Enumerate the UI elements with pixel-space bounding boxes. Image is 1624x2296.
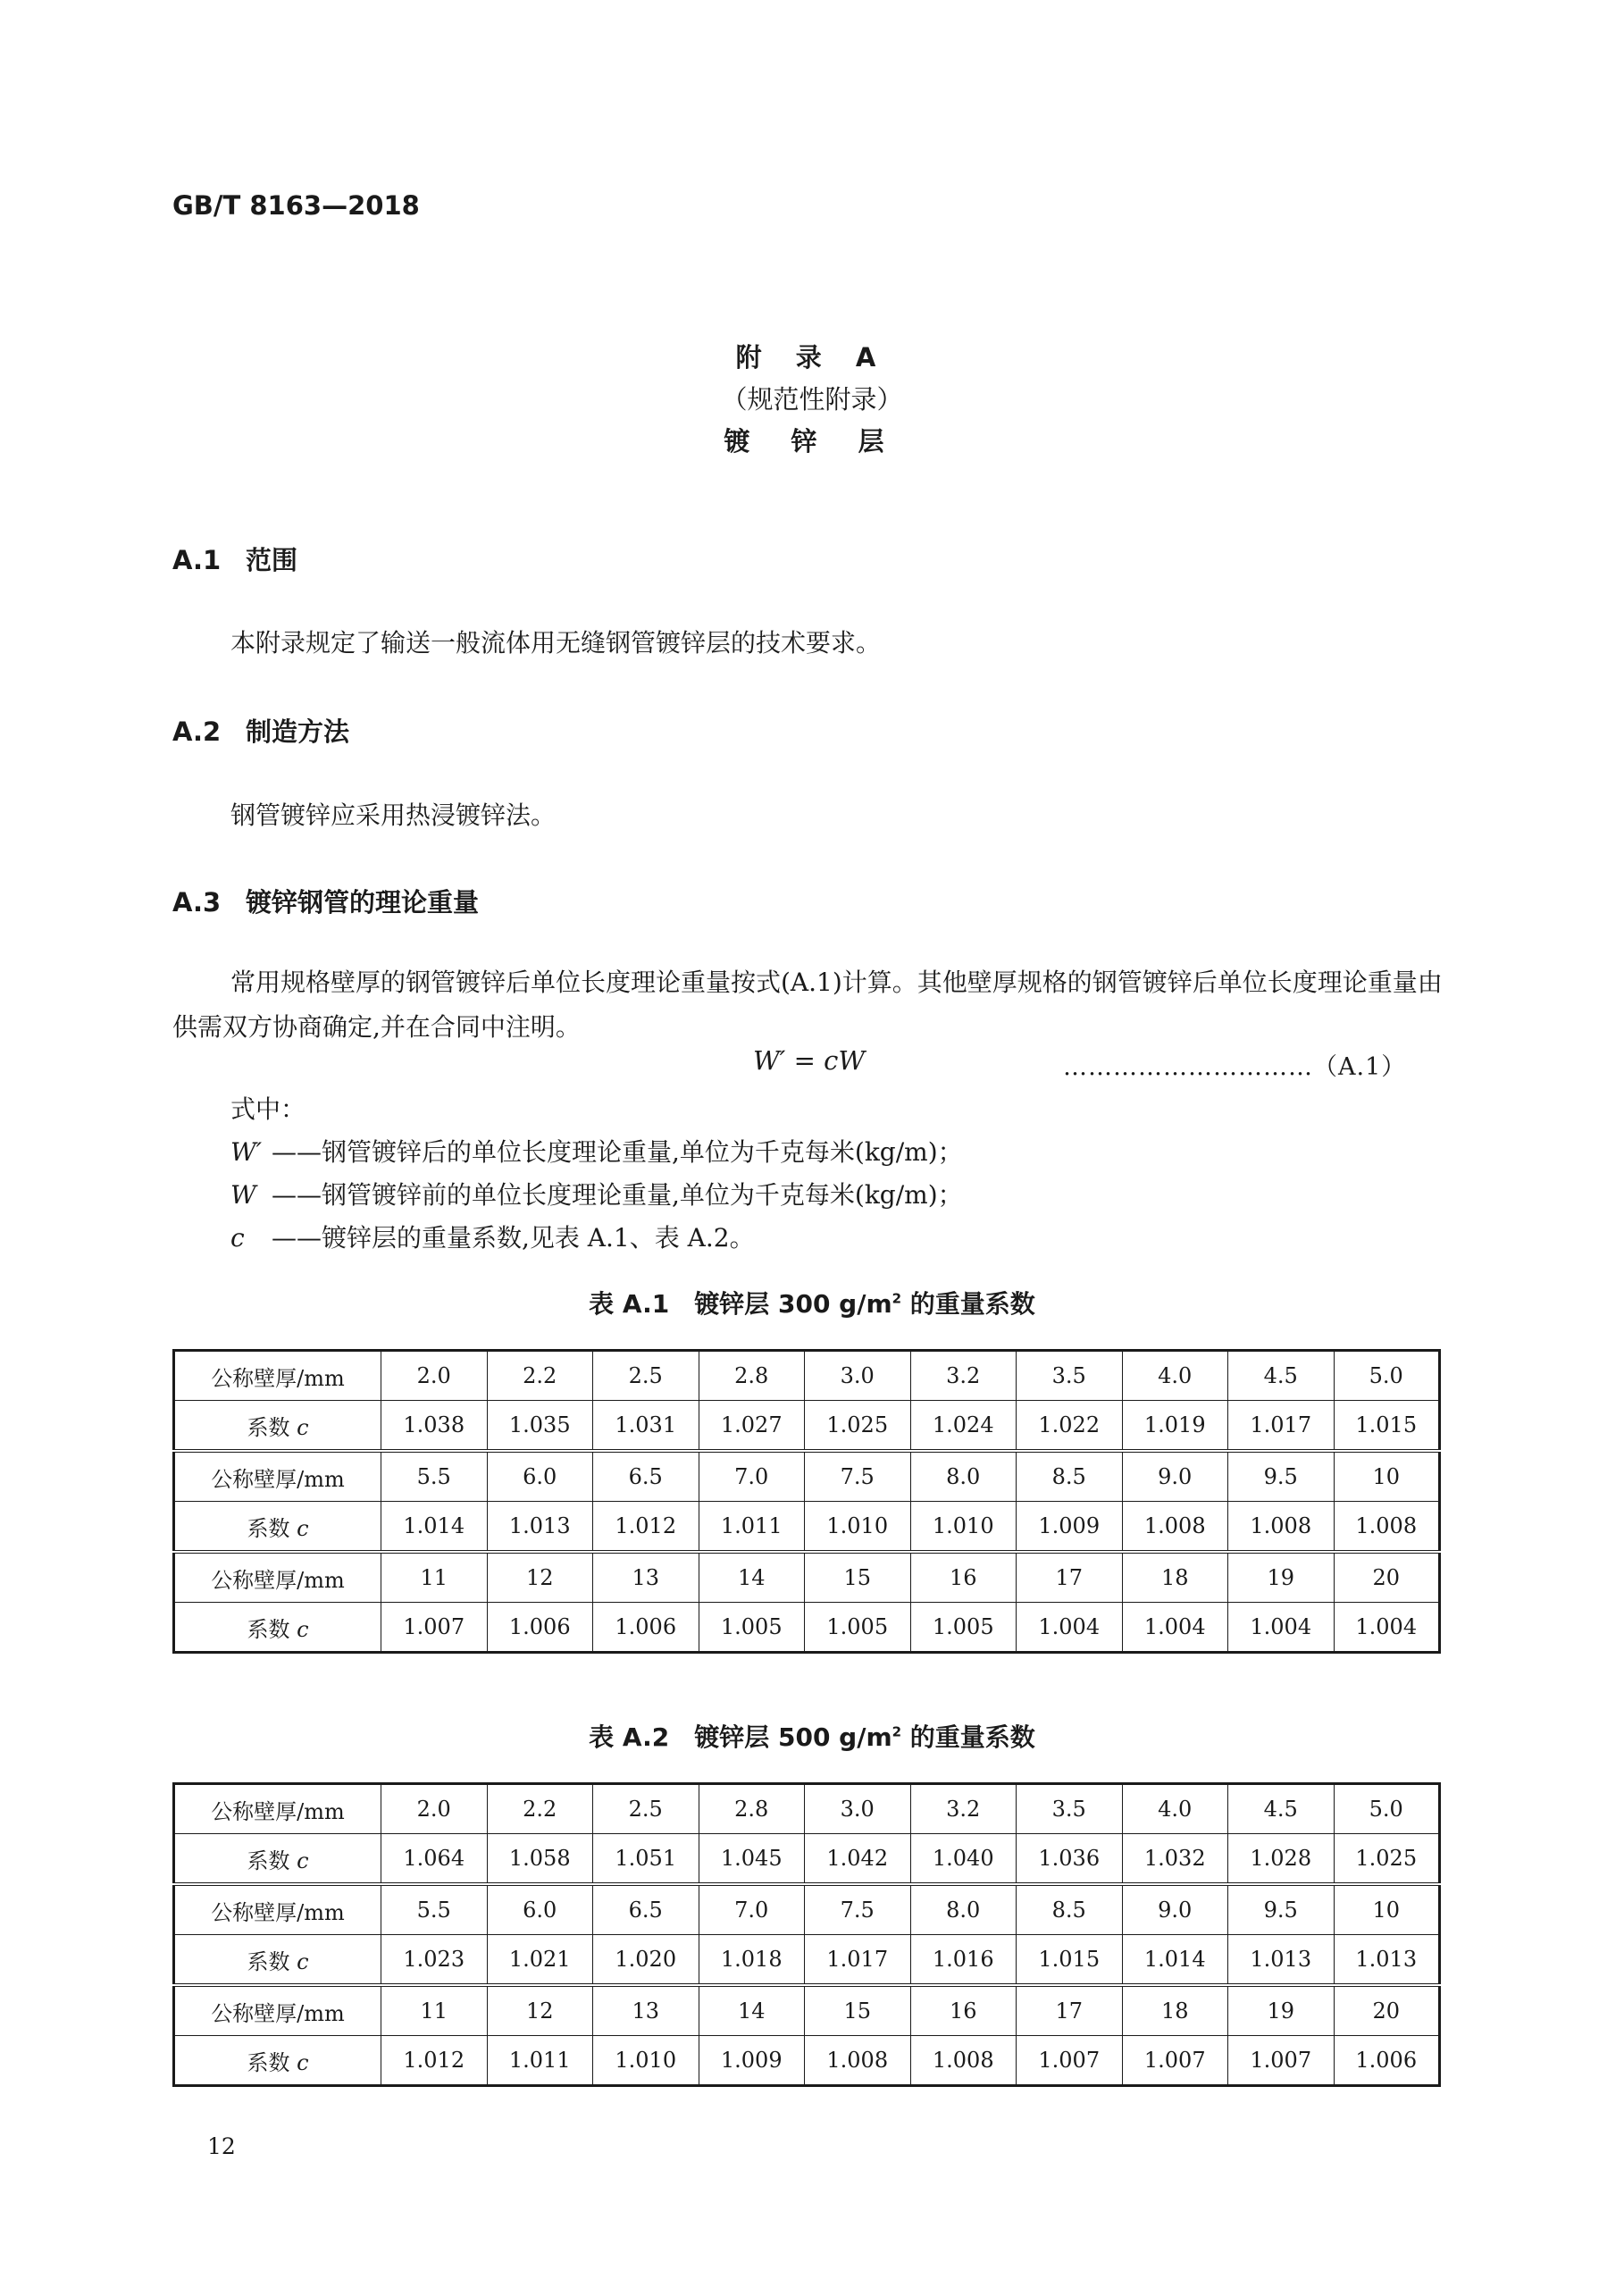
table-cell: 1.012: [381, 2036, 488, 2086]
coefficient-row-label: [174, 1603, 381, 1653]
table-cell: 1.005: [805, 1603, 911, 1653]
table-cell: 1.021: [487, 1935, 593, 1986]
table-cell: 1.019: [1122, 1401, 1228, 1452]
thickness-row-label: [174, 1884, 381, 1935]
row-label-text: 公称壁厚/mm: [211, 1798, 345, 1824]
table-cell: 1.008: [910, 2036, 1017, 2086]
table-cell: 10: [1334, 1884, 1440, 1935]
table-cell: 1.025: [1334, 1834, 1440, 1885]
table-cell: 9.0: [1122, 1884, 1228, 1935]
table-cell: 1.013: [487, 1502, 593, 1553]
table-cell: 1.008: [805, 2036, 911, 2086]
definition-symbol: c: [230, 1223, 245, 1253]
table-cell: 1.036: [1017, 1834, 1123, 1885]
table-cell: 1.020: [593, 1935, 699, 1986]
table-cell: 1.007: [1122, 2036, 1228, 2086]
row-label-symbol: c: [297, 1414, 309, 1440]
appendix-subject: 镀 锌 层: [724, 426, 900, 457]
table-cell: 1.012: [593, 1502, 699, 1553]
table-row: [174, 1784, 1440, 1834]
table-cell: 6.5: [593, 1884, 699, 1935]
table-row: [174, 1502, 1440, 1553]
row-label-text: 系数: [247, 1515, 297, 1541]
table-cell: 1.017: [1228, 1401, 1335, 1452]
table-a1-caption: [0, 1285, 1624, 1320]
table-cell: 1.009: [1017, 1502, 1123, 1553]
row-label-text: 系数: [247, 2049, 297, 2075]
table-cell: 1.006: [593, 1603, 699, 1653]
table-cell: 14: [699, 1552, 805, 1603]
table-cell: 2.0: [381, 1784, 488, 1834]
table-cell: 6.5: [593, 1451, 699, 1502]
table-cell: 2.8: [699, 1351, 805, 1401]
table-cell: 1.013: [1228, 1935, 1335, 1986]
thickness-row-label: [174, 1451, 381, 1502]
table-cell: 17: [1017, 1985, 1123, 2036]
table-cell: 4.0: [1122, 1784, 1228, 1834]
table-cell: 1.023: [381, 1935, 488, 1986]
table-row: [174, 2036, 1440, 2086]
table-cell: 5.5: [381, 1884, 488, 1935]
formula-expression: W′ = cW: [753, 1045, 866, 1076]
table-cell: 1.058: [487, 1834, 593, 1885]
table-cell: 7.5: [805, 1884, 911, 1935]
table-cell: 1.022: [1017, 1401, 1123, 1452]
row-label-text: 公称壁厚/mm: [211, 1567, 345, 1593]
table-cell: 2.5: [593, 1351, 699, 1401]
table-cell: 20: [1334, 1552, 1440, 1603]
table-cell: 1.018: [699, 1935, 805, 1986]
table-cell: 1.024: [910, 1401, 1017, 1452]
table-cell: 1.008: [1334, 1502, 1440, 1553]
table-cell: 16: [910, 1985, 1017, 2036]
table-cell: 13: [593, 1552, 699, 1603]
table-cell: 18: [1122, 1985, 1228, 2036]
table-a2-caption: [0, 1718, 1624, 1754]
table-cell: 1.051: [593, 1834, 699, 1885]
coefficient-row-label: [174, 1502, 381, 1553]
coefficient-row-label: [174, 1935, 381, 1986]
caption-text-suffix: 的重量系数: [901, 1289, 1035, 1319]
appendix-title: 附 录 A: [735, 342, 889, 373]
section-number: A.1: [172, 545, 222, 575]
thickness-row-label: [174, 1985, 381, 2036]
table-row: [174, 1401, 1440, 1452]
row-label-text: 公称壁厚/mm: [211, 2000, 345, 2026]
section-a2-text: 钢管镀锌应采用热浸镀锌法。: [230, 800, 557, 830]
definition-text: ——镀锌层的重量系数,见表 A.1、表 A.2。: [272, 1223, 755, 1253]
table-cell: 7.0: [699, 1884, 805, 1935]
table-cell: 8.5: [1017, 1451, 1123, 1502]
table-cell: 1.011: [699, 1502, 805, 1553]
table-cell: 8.5: [1017, 1884, 1123, 1935]
thickness-row-label: [174, 1552, 381, 1603]
row-label-symbol: c: [297, 1616, 309, 1642]
table-cell: 2.0: [381, 1351, 488, 1401]
table-cell: 2.5: [593, 1784, 699, 1834]
table-cell: 1.007: [1017, 2036, 1123, 2086]
table-a2: [172, 1782, 1441, 2087]
row-label-symbol: c: [297, 1948, 309, 1974]
table-cell: 12: [487, 1985, 593, 2036]
definition-symbol: W′: [230, 1137, 263, 1167]
table-cell: 9.5: [1228, 1884, 1335, 1935]
section-a1-text: 本附录规定了输送一般流体用无缝钢管镀锌层的技术要求。: [230, 628, 882, 658]
table-cell: 1.016: [910, 1935, 1017, 1986]
row-label-symbol: c: [297, 1515, 309, 1541]
row-label-text: 公称壁厚/mm: [211, 1899, 345, 1925]
table-cell: 2.8: [699, 1784, 805, 1834]
section-number: A.3: [172, 887, 222, 918]
table-cell: 1.017: [805, 1935, 911, 1986]
section-heading-a2: [172, 712, 349, 749]
table-cell: 1.010: [805, 1502, 911, 1553]
table-cell: 8.0: [910, 1884, 1017, 1935]
caption-superscript: 2: [892, 1723, 902, 1740]
where-label: 式中：: [230, 1094, 306, 1124]
table-cell: 15: [805, 1985, 911, 2036]
row-label-symbol: c: [297, 2049, 309, 2075]
table-cell: 1.007: [1228, 2036, 1335, 2086]
table-cell: 1.010: [910, 1502, 1017, 1553]
table-cell: 1.015: [1017, 1935, 1123, 1986]
page-number: 12: [207, 2133, 236, 2159]
table-cell: 1.031: [593, 1401, 699, 1452]
appendix-note: （规范性附录）: [721, 384, 903, 415]
row-label-symbol: c: [297, 1848, 309, 1873]
row-label-text: 系数: [247, 1616, 297, 1642]
table-cell: 1.006: [1334, 2036, 1440, 2086]
row-label-text: 系数: [247, 1414, 297, 1440]
caption-text-suffix: 的重量系数: [901, 1722, 1035, 1752]
table-cell: 1.040: [910, 1834, 1017, 1885]
table-cell: 12: [487, 1552, 593, 1603]
document-code: GB/T 8163—2018: [172, 190, 420, 221]
table-cell: 1.004: [1334, 1603, 1440, 1653]
table-cell: 1.038: [381, 1401, 488, 1452]
row-label-text: 公称壁厚/mm: [211, 1365, 345, 1391]
table-cell: 11: [381, 1552, 488, 1603]
definition-w: [230, 1176, 963, 1211]
definition-symbol: W: [230, 1180, 256, 1210]
coefficient-row-label: [174, 1401, 381, 1452]
definition-c: [230, 1219, 755, 1254]
coefficient-row-label: [174, 1834, 381, 1885]
table-cell: 1.011: [487, 2036, 593, 2086]
table-cell: 1.025: [805, 1401, 911, 1452]
section-number: A.2: [172, 716, 222, 747]
table-cell: 8.0: [910, 1451, 1017, 1502]
table-cell: 1.028: [1228, 1834, 1335, 1885]
table-cell: 1.014: [381, 1502, 488, 1553]
table-cell: 1.064: [381, 1834, 488, 1885]
row-label-text: 系数: [247, 1948, 297, 1974]
table-cell: 3.5: [1017, 1784, 1123, 1834]
table-cell: 1.005: [910, 1603, 1017, 1653]
table-row: [174, 1603, 1440, 1653]
row-label-text: 公称壁厚/mm: [211, 1466, 345, 1492]
section-a3-text: 常用规格壁厚的钢管镀锌后单位长度理论重量按式(A.1)计算。其他壁厚规格的钢管镀锌后单位长度理论重量由供需双方协商确定,并在合同中注明。: [172, 968, 1443, 1042]
table-cell: 17: [1017, 1552, 1123, 1603]
section-title: 制造方法: [246, 716, 350, 747]
table-cell: 1.009: [699, 2036, 805, 2086]
table-cell: 15: [805, 1552, 911, 1603]
table-cell: 1.014: [1122, 1935, 1228, 1986]
table-cell: 5.0: [1334, 1351, 1440, 1401]
table-row: [174, 1552, 1440, 1603]
table-cell: 6.0: [487, 1884, 593, 1935]
table-cell: 7.0: [699, 1451, 805, 1502]
section-heading-a1: [172, 540, 297, 577]
table-cell: 7.5: [805, 1451, 911, 1502]
table-cell: 1.032: [1122, 1834, 1228, 1885]
table-row: [174, 1451, 1440, 1502]
formula-number: …………………………（A.1）: [1063, 1053, 1407, 1081]
table-cell: 5.0: [1334, 1784, 1440, 1834]
caption-text: 表 A.1 镀锌层 300 g/m: [589, 1289, 892, 1319]
table-cell: 13: [593, 1985, 699, 2036]
table-cell: 1.027: [699, 1401, 805, 1452]
table-cell: 20: [1334, 1985, 1440, 2036]
row-label-text: 系数: [247, 1848, 297, 1873]
table-cell: 1.015: [1334, 1401, 1440, 1452]
table-row: [174, 1834, 1440, 1885]
definition-text: ——钢管镀锌后的单位长度理论重量,单位为千克每米(kg/m)；: [272, 1137, 963, 1167]
table-cell: 2.2: [487, 1351, 593, 1401]
definition-w-prime: [230, 1133, 963, 1169]
table-row: [174, 1935, 1440, 1986]
caption-superscript: 2: [892, 1290, 902, 1307]
table-cell: 4.5: [1228, 1784, 1335, 1834]
table-cell: 3.2: [910, 1351, 1017, 1401]
thickness-row-label: [174, 1351, 381, 1401]
table-cell: 4.5: [1228, 1351, 1335, 1401]
section-title: 镀锌钢管的理论重量: [246, 887, 480, 918]
table-cell: 16: [910, 1552, 1017, 1603]
table-cell: 18: [1122, 1552, 1228, 1603]
table-row: [174, 1985, 1440, 2036]
caption-text: 表 A.2 镀锌层 500 g/m: [589, 1722, 892, 1752]
section-heading-a3: [172, 883, 479, 919]
table-cell: 14: [699, 1985, 805, 2036]
section-title: 范围: [246, 545, 298, 575]
table-cell: 1.008: [1228, 1502, 1335, 1553]
table-row: [174, 1351, 1440, 1401]
table-cell: 1.004: [1122, 1603, 1228, 1653]
table-cell: 1.008: [1122, 1502, 1228, 1553]
thickness-row-label: [174, 1784, 381, 1834]
coefficient-row-label: [174, 2036, 381, 2086]
table-cell: 1.013: [1334, 1935, 1440, 1986]
table-cell: 1.035: [487, 1401, 593, 1452]
table-cell: 3.2: [910, 1784, 1017, 1834]
table-cell: 6.0: [487, 1451, 593, 1502]
table-a1: [172, 1349, 1441, 1654]
table-cell: 1.005: [699, 1603, 805, 1653]
table-cell: 19: [1228, 1985, 1335, 2036]
table-cell: 5.5: [381, 1451, 488, 1502]
table-cell: 9.5: [1228, 1451, 1335, 1502]
table-cell: 1.004: [1228, 1603, 1335, 1653]
table-cell: 1.006: [487, 1603, 593, 1653]
table-cell: 9.0: [1122, 1451, 1228, 1502]
table-cell: 10: [1334, 1451, 1440, 1502]
table-cell: 1.010: [593, 2036, 699, 2086]
definition-text: ——钢管镀锌前的单位长度理论重量,单位为千克每米(kg/m)；: [272, 1180, 963, 1210]
table-cell: 3.5: [1017, 1351, 1123, 1401]
table-cell: 4.0: [1122, 1351, 1228, 1401]
table-row: [174, 1884, 1440, 1935]
table-cell: 1.007: [381, 1603, 488, 1653]
table-cell: 11: [381, 1985, 488, 2036]
table-cell: 1.004: [1017, 1603, 1123, 1653]
table-cell: 19: [1228, 1552, 1335, 1603]
table-cell: 3.0: [805, 1784, 911, 1834]
table-cell: 3.0: [805, 1351, 911, 1401]
table-cell: 1.045: [699, 1834, 805, 1885]
table-cell: 1.042: [805, 1834, 911, 1885]
table-cell: 2.2: [487, 1784, 593, 1834]
